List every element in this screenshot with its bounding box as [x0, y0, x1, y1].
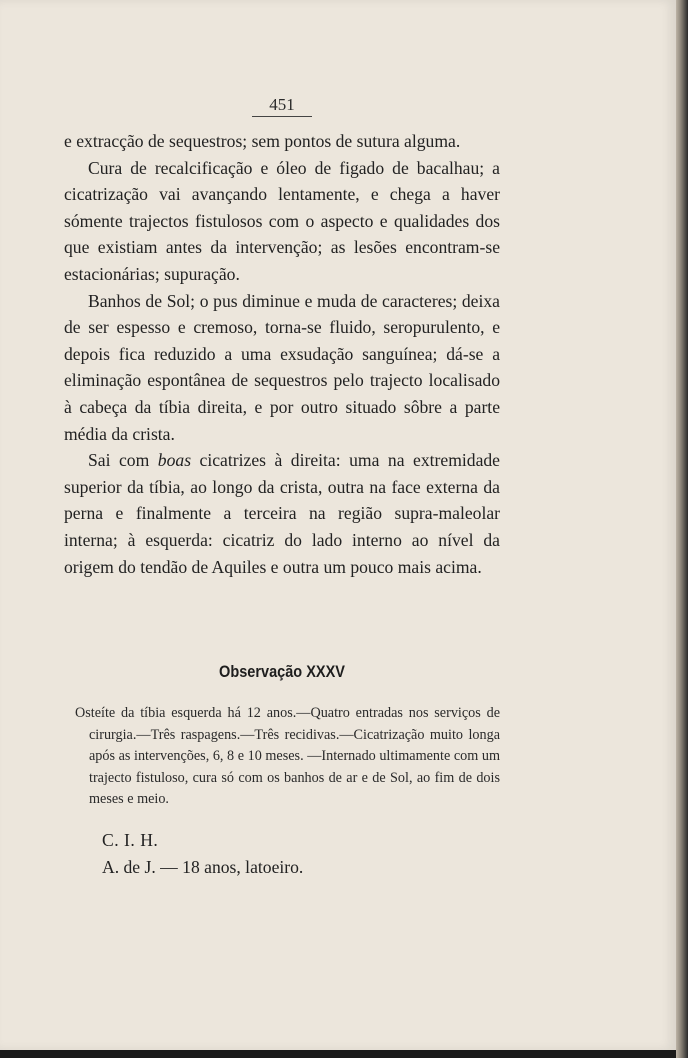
patient-description: A. de J. — 18 anos, latoeiro. [102, 857, 304, 877]
page-number: 451 [252, 95, 312, 117]
paragraph: Cura de recalcificação e óleo de figado de bacalhau; a cicatrização vai avançando lentamente, e chega a haver sómente trajectos fistulosos com o aspecto e qualidades dos que existiam antes da intervenção; as lesões encontram-se estacionárias; supuração. [64, 157, 500, 284]
patient-initials: C. I. H. [102, 830, 159, 850]
paragraph-text: cicatrizes à direita: uma na extremidade superior da tíbia, ao longo da crista, outra na face externa da perna e finalmente a terceira na região supra-maleolar interna; à esquerda: cicatriz do lado interno ao nível da origem do tendão de Aquiles e outra um pouco mais acima. [64, 450, 500, 577]
summary-text: Osteíte da tíbia esquerda há 12 anos.—Quatro entradas nos serviços de cirurgia.—Três raspagens.—Três recidivas.—Cicatrização muito longa após as intervenções, 6, 8 e 10 meses. —Internado ultimamente com um trajecto fistuloso, cura só com os banhos de ar e de Sol, ao fim de dois meses e meio. [75, 705, 500, 807]
observation-heading: Observação XXXV [219, 663, 345, 681]
paragraph: Banhos de Sol; o pus diminue e muda de caracteres; deixa de ser espesso e cremoso, torna-se fluido, seropurulento, e depois fica reduzido a uma exsudação sanguínea; dá-se a eliminação espontânea de sequestros pelo trajecto localisado à cabeça da tíbia direita, e por outro situado sôbre a parte média da crista. [64, 290, 500, 444]
page-edge [676, 0, 688, 1058]
paragraph: e extracção de sequestros; sem pontos de sutura alguma. [64, 131, 461, 151]
body-text [64, 128, 500, 580]
paragraph-text: Sai com [88, 450, 158, 471]
observation-summary [75, 703, 500, 811]
paragraph [64, 447, 500, 580]
emphasis-text: boas [157, 450, 192, 471]
